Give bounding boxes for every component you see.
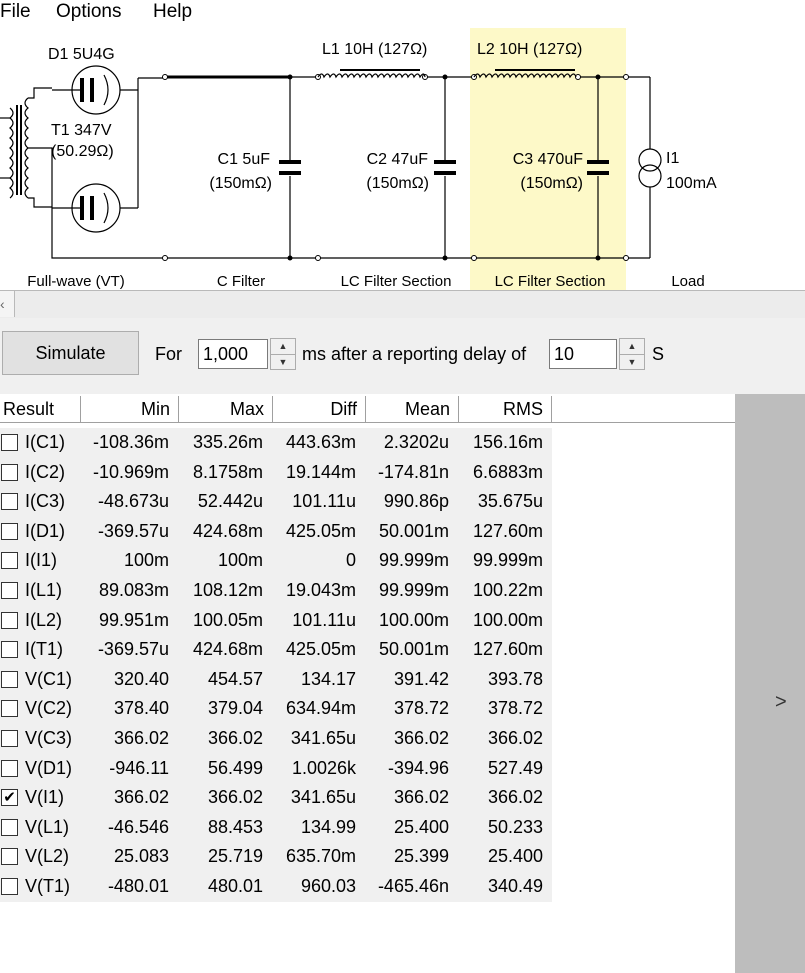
result-checkbox[interactable] <box>1 523 18 540</box>
section-label-load: Load <box>671 273 705 290</box>
table-row[interactable] <box>0 842 552 872</box>
delay-input[interactable] <box>549 339 617 369</box>
column-header-result[interactable]: Result <box>0 396 81 423</box>
cell-mean: 99.999m <box>378 580 449 600</box>
result-name: V(L2) <box>25 846 70 867</box>
cell-min: 320.40 <box>113 668 169 689</box>
cell-mean: 50.001m <box>378 639 449 660</box>
cell-mean: 100.00m <box>378 609 449 630</box>
cell-rms: 127.60m <box>472 520 543 541</box>
cell-diff: 443.63m <box>285 432 356 452</box>
result-checkbox[interactable] <box>1 641 18 658</box>
cell-min: -480.01 <box>107 876 169 896</box>
result-name: I(C2) <box>25 461 65 482</box>
cell-max: 8.1758m <box>192 461 263 482</box>
cell-rms: 100.00m <box>472 609 543 630</box>
cell-max: 100m <box>217 550 263 571</box>
cell-max: 25.719 <box>207 846 263 867</box>
result-checkbox[interactable] <box>1 552 18 569</box>
t1-label-name: T1 347V <box>51 122 112 139</box>
c3-label-resistance: (150mΩ) <box>520 175 583 192</box>
cell-max: 100.05m <box>192 609 263 630</box>
spin-up-icon[interactable]: ▲ <box>271 339 295 355</box>
result-checkbox[interactable] <box>1 700 18 717</box>
result-name: I(C3) <box>25 491 65 512</box>
cell-diff: 341.65u <box>290 787 356 808</box>
section-label-lc-filter-1: LC Filter Section <box>340 273 452 290</box>
cell-rms: 527.49 <box>487 757 543 778</box>
cell-max: 379.04 <box>207 698 263 719</box>
column-header-filler <box>552 396 735 423</box>
cell-min: -10.969m <box>92 461 169 482</box>
cell-rms: 25.400 <box>487 846 543 867</box>
cell-mean: 366.02 <box>393 728 449 748</box>
result-name: I(C1) <box>25 432 65 452</box>
current-source-icon <box>639 144 661 190</box>
result-name: I(D1) <box>25 520 65 541</box>
cell-min: -46.546 <box>107 816 169 837</box>
cell-diff: 19.144m <box>285 461 356 482</box>
cell-max: 424.68m <box>192 520 263 541</box>
result-checkbox[interactable] <box>1 493 18 510</box>
cell-max: 335.26m <box>192 432 263 452</box>
table-row[interactable] <box>0 606 552 636</box>
cell-rms: 127.60m <box>472 639 543 660</box>
cell-min: 99.951m <box>98 609 169 630</box>
cell-mean: 25.399 <box>393 846 449 867</box>
cell-max: 56.499 <box>207 757 263 778</box>
result-name: I(I1) <box>25 550 58 571</box>
l1-label: L1 10H (127Ω) <box>322 41 428 58</box>
cell-diff: 134.99 <box>300 816 356 837</box>
cell-diff: 0 <box>345 550 356 571</box>
result-name: V(C1) <box>25 668 73 689</box>
cell-max: 52.442u <box>197 491 263 512</box>
result-checkbox[interactable] <box>1 730 18 747</box>
cell-mean: 50.001m <box>378 520 449 541</box>
cell-mean: 2.3202u <box>383 432 449 452</box>
for-label: For <box>155 344 182 364</box>
section-label-lc-filter-2: LC Filter Section <box>494 273 606 290</box>
right-panel <box>735 394 805 973</box>
c2-label-resistance: (150mΩ) <box>366 175 429 192</box>
menu-help[interactable]: Help <box>153 1 193 22</box>
cell-rms: 99.999m <box>472 550 543 571</box>
i1-label-value: 100mA <box>666 175 717 192</box>
table-row[interactable] <box>0 694 552 724</box>
table-row[interactable] <box>0 665 552 695</box>
cell-max: 366.02 <box>207 728 263 748</box>
chevron-right-icon[interactable]: > <box>775 691 787 713</box>
cell-mean: 391.42 <box>393 668 449 689</box>
cell-mean: -174.81n <box>377 461 449 482</box>
result-name: V(C3) <box>25 728 73 748</box>
cell-min: -108.36m <box>92 432 169 452</box>
cell-diff: 341.65u <box>290 728 356 748</box>
cell-mean: -394.96 <box>387 757 449 778</box>
c2-label-name: C2 47uF <box>366 151 428 168</box>
menu-options[interactable]: Options <box>56 1 122 22</box>
cell-mean: 25.400 <box>393 816 449 837</box>
result-checkbox[interactable] <box>1 760 18 777</box>
cell-rms: 393.78 <box>487 668 543 689</box>
table-row[interactable] <box>0 872 552 902</box>
c3-label-name: C3 470uF <box>512 151 583 168</box>
cell-min: 366.02 <box>113 728 169 748</box>
transformer-icon <box>0 88 165 258</box>
i1-label-name: I1 <box>666 150 680 167</box>
column-header-min[interactable]: Min <box>81 396 179 423</box>
cell-max: 366.02 <box>207 787 263 808</box>
cell-rms: 35.675u <box>477 491 543 512</box>
cell-diff: 425.05m <box>285 639 356 660</box>
cell-min: -48.673u <box>97 491 169 512</box>
cell-min: 378.40 <box>113 698 169 719</box>
l2-label: L2 10H (127Ω) <box>477 41 583 58</box>
result-name: I(T1) <box>25 639 63 660</box>
result-name: V(D1) <box>25 757 73 778</box>
result-name: V(C2) <box>25 698 73 719</box>
circuit-schematic <box>0 28 805 290</box>
table-row[interactable] <box>0 783 552 813</box>
table-row[interactable] <box>0 458 552 488</box>
table-row[interactable] <box>0 724 552 754</box>
result-checkbox[interactable] <box>1 819 18 836</box>
menu-file[interactable]: File <box>0 1 31 22</box>
cell-rms: 50.233 <box>487 816 543 837</box>
spin-down-icon[interactable]: ▼ <box>278 357 288 367</box>
cell-diff: 425.05m <box>285 520 356 541</box>
section-label-fullwave: Full-wave (VT) <box>27 273 125 290</box>
cell-min: 366.02 <box>113 787 169 808</box>
result-checkbox[interactable]: ✔ <box>1 789 18 806</box>
column-header-mean[interactable]: Mean <box>366 396 459 423</box>
cell-min: 100m <box>123 550 169 571</box>
cell-min: -946.11 <box>109 757 169 778</box>
result-checkbox[interactable] <box>1 848 18 865</box>
ms-delay-label: ms after a reporting delay of <box>302 344 527 364</box>
result-checkbox[interactable] <box>1 434 18 451</box>
cell-max: 454.57 <box>207 668 263 689</box>
cell-rms: 100.22m <box>472 580 543 600</box>
table-row[interactable] <box>0 546 552 576</box>
table-row[interactable] <box>0 813 552 843</box>
result-name: V(L1) <box>25 816 70 837</box>
cell-mean: -465.46n <box>377 876 449 896</box>
cell-diff: 635.70m <box>285 846 356 867</box>
cell-diff: 1.0026k <box>291 757 356 778</box>
delay-spinner[interactable] <box>619 338 645 370</box>
spin-down-icon[interactable]: ▼ <box>627 357 637 367</box>
c1-label-name: C1 5uF <box>217 151 270 168</box>
cell-mean: 378.72 <box>393 698 449 719</box>
result-checkbox[interactable] <box>1 612 18 629</box>
cell-mean: 99.999m <box>378 550 449 571</box>
table-row[interactable] <box>0 517 552 547</box>
cell-max: 108.12m <box>192 580 263 600</box>
scroll-left-arrow-icon[interactable]: ‹ <box>0 291 15 317</box>
section-label-c-filter: C Filter <box>216 273 266 290</box>
cell-min: -369.57u <box>97 639 169 660</box>
seconds-label: S <box>652 344 665 364</box>
result-checkbox[interactable] <box>1 878 18 895</box>
cell-rms: 378.72 <box>487 698 543 719</box>
table-row[interactable] <box>0 576 552 606</box>
result-checkbox[interactable] <box>1 582 18 599</box>
table-row[interactable] <box>0 754 552 784</box>
cell-max: 88.453 <box>207 816 263 837</box>
cell-diff: 101.11u <box>292 491 356 512</box>
cell-diff: 19.043m <box>285 580 356 600</box>
duration-spinner[interactable] <box>270 338 296 370</box>
result-name: V(T1) <box>25 876 70 896</box>
horizontal-scrollbar[interactable] <box>0 290 805 320</box>
cell-diff: 134.17 <box>300 668 356 689</box>
d1-label: D1 5U4G <box>48 46 115 63</box>
cell-mean: 990.86p <box>383 491 449 512</box>
column-header-diff[interactable]: Diff <box>273 396 366 423</box>
cell-rms: 366.02 <box>487 787 543 808</box>
t1-label-resistance: (50.29Ω) <box>51 143 114 160</box>
cell-min: 25.083 <box>113 846 169 867</box>
simulate-button[interactable]: Simulate <box>2 331 139 375</box>
cell-rms: 156.16m <box>472 432 543 452</box>
cell-mean: 366.02 <box>393 787 449 808</box>
result-name: V(I1) <box>25 787 65 808</box>
cell-min: -369.57u <box>97 520 169 541</box>
cell-diff: 634.94m <box>285 698 356 719</box>
spin-up-icon[interactable]: ▲ <box>620 339 644 355</box>
cell-max: 480.01 <box>207 876 263 896</box>
cell-max: 424.68m <box>192 639 263 660</box>
table-row[interactable] <box>0 635 552 665</box>
result-checkbox[interactable] <box>1 671 18 688</box>
cell-rms: 340.49 <box>487 876 543 896</box>
result-name: I(L1) <box>25 580 63 600</box>
cell-diff: 101.11u <box>292 609 356 630</box>
result-name: I(L2) <box>25 609 63 630</box>
menu-bar <box>0 0 805 28</box>
table-row[interactable] <box>0 428 552 458</box>
simulation-toolbar <box>0 318 805 394</box>
duration-input[interactable] <box>198 339 268 369</box>
cell-diff: 960.03 <box>300 876 356 896</box>
cell-rms: 366.02 <box>487 728 543 748</box>
cell-min: 89.083m <box>98 580 169 600</box>
result-checkbox[interactable] <box>1 464 18 481</box>
column-header-rms[interactable]: RMS <box>459 396 552 423</box>
column-header-max[interactable]: Max <box>179 396 273 423</box>
cell-rms: 6.6883m <box>472 461 543 482</box>
c1-label-resistance: (150mΩ) <box>209 175 272 192</box>
table-row[interactable] <box>0 487 552 517</box>
